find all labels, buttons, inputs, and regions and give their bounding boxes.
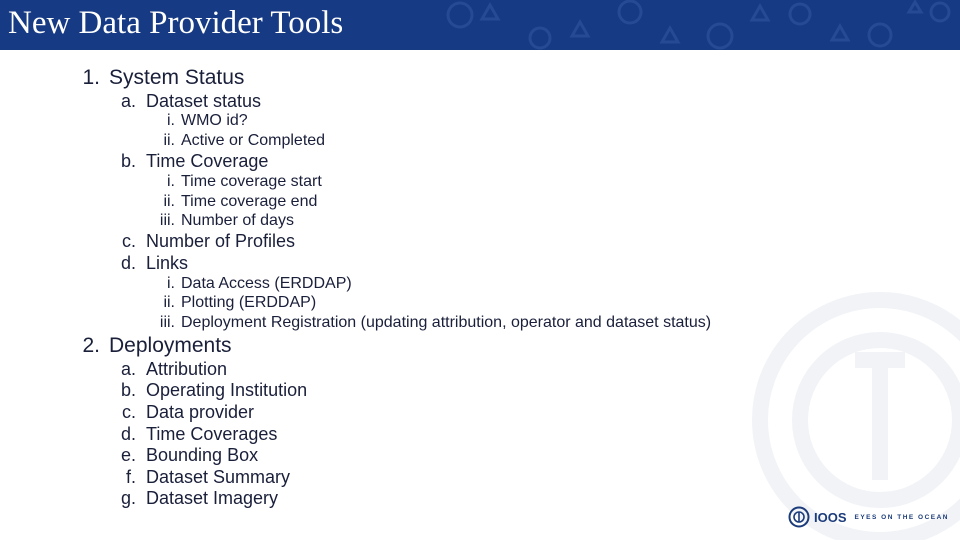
item-marker: iii. [159,314,175,331]
item-label: Time coverage start [181,173,322,190]
item-marker: c. [121,402,136,422]
item-label: Number of Profiles [146,231,296,251]
item-label: Dataset Imagery [146,488,279,508]
item-marker: b. [120,151,136,171]
ioos-logo [788,506,949,528]
item-marker: c. [121,231,136,251]
item-marker: a. [120,91,136,111]
logo-name: IOOS [814,509,847,525]
item-label: Operating Institution [146,380,308,400]
item-label: Bounding Box [146,445,259,465]
item-label: WMO id? [181,112,248,129]
slide-title: New Data Provider Tools [8,5,344,41]
item-marker: b. [120,380,136,400]
item-marker: ii. [163,132,175,149]
item-marker: g. [120,488,136,508]
item-marker: ii. [163,294,175,311]
item-marker: 2. [82,334,100,357]
logo-tagline: EYES ON THE OCEAN [854,513,949,521]
item-label: Active or Completed [181,132,326,149]
item-marker: d. [120,424,136,444]
item-label: Time coverage end [181,193,318,210]
item-marker: e. [120,445,136,465]
item-marker: i. [167,112,175,129]
item-label: Time Coverage [146,151,269,171]
item-label: Data provider [146,402,255,422]
item-marker: f. [125,467,136,487]
item-label: Data Access (ERDDAP) [181,275,352,292]
item-marker: d. [120,253,136,273]
item-marker: a. [120,359,136,379]
item-label: Attribution [146,359,228,379]
item-label: Dataset status [146,91,262,111]
ioos-emblem-icon [788,506,810,528]
item-label: Links [146,253,189,273]
item-marker: 1. [82,66,100,89]
item-label: Dataset Summary [146,467,291,487]
item-marker: i. [167,275,175,292]
item-label: Plotting (ERDDAP) [181,294,317,311]
item-marker: i. [167,173,175,190]
item-label: Deployment Registration (updating attribution, operator and dataset status) [181,314,712,331]
item-marker: ii. [163,193,175,210]
item-marker: iii. [159,212,175,229]
item-label: Number of days [181,212,294,229]
item-label: System Status [109,66,245,89]
item-label: Deployments [109,334,232,357]
item-label: Time Coverages [146,424,278,444]
